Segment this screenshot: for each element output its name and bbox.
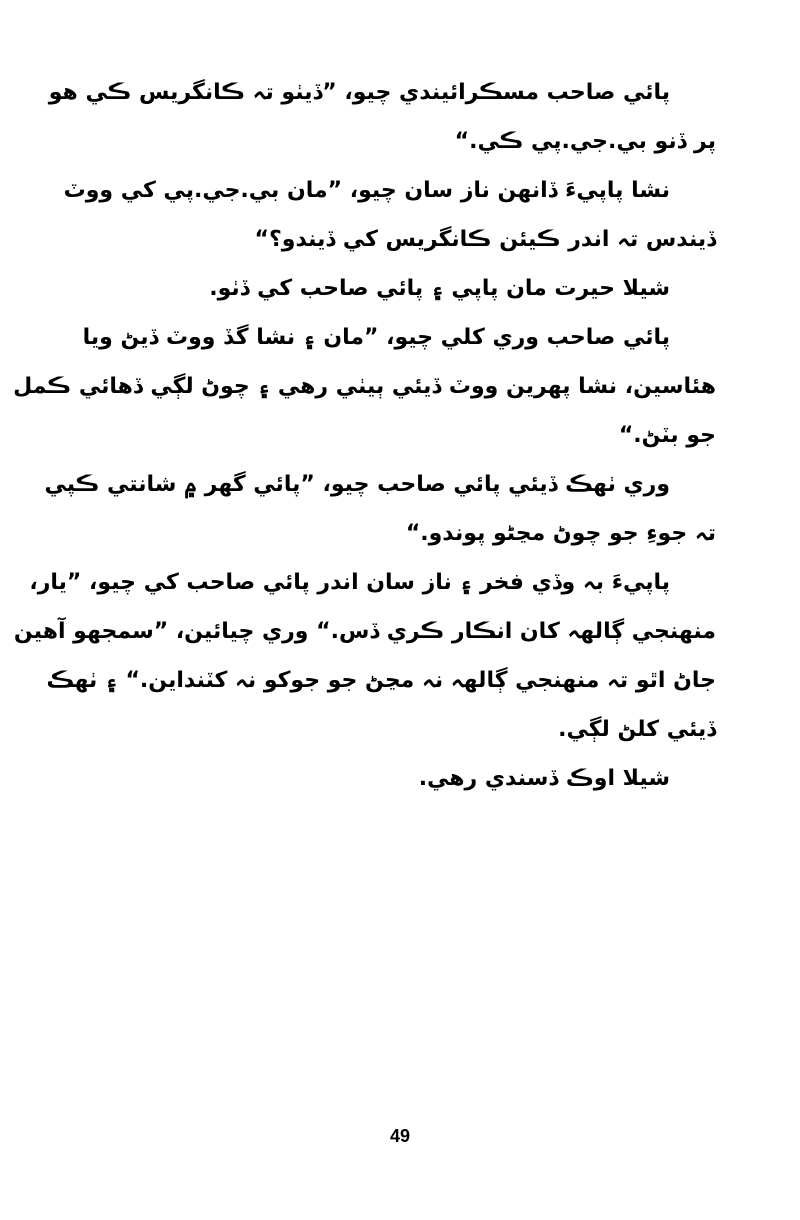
- text-line: شيلا حيرت مان پاپي ۽ پائي صاحب کي ڏٺو.: [209, 276, 670, 301]
- text-line: نشا پاپيءَ ڏانھن ناز سان چيو، ”مان بي.جي.پي کي ووٽ: [63, 178, 670, 203]
- page-number: 49: [389, 1126, 411, 1146]
- text-line: پر ڏنو بي.جي.پي ڪي.“: [454, 129, 716, 154]
- text-line: جاڻ اٿو تہ منھنجي ڳالھہ نہ مڃڻ جو جوکو نہ کٽنداين.“ ۽ ٺهڪ: [46, 668, 716, 693]
- text-line: تہ جوءِ جو چوڻ مڃڻو پوندو.“: [405, 521, 716, 546]
- text-line: وري ٺهڪ ڏيئي پائي صاحب چيو، ”پائي گھر ۾ شانتي ڪپي: [44, 472, 670, 497]
- text-line: پاپيءَ بہ وڏي فخر ۽ ناز سان اندر پائي صاحب کي چيو، ”يار،: [29, 570, 670, 595]
- body-text: [13, 68, 716, 803]
- text-line: منھنجي ڳالھہ کان انڪار ڪري ڏس.“ وري چيائين، ”سمجھو آھين: [13, 619, 716, 644]
- text-line: پائي صاحب مسڪرائيندي چيو، ”ڏيٺو تہ ڪانگريس ڪي ھو: [48, 80, 670, 105]
- text-line: ڏيندس تہ اندر ڪيئن ڪانگريس کي ڏيندو؟“: [254, 227, 716, 252]
- text-line: جو بٽڻ.“: [618, 423, 716, 448]
- text-line: پائي صاحب وري کلي چيو، ”مان ۽ نشا گڏ ووٽ ڏيڻ ويا: [82, 325, 670, 350]
- text-line: شيلا اوڪ ڏسندي رھي.: [418, 766, 670, 791]
- text-line: هئاسين، نشا پهرين ووٽ ڏيئي ٻيٺي رھي ۽ چوڻ لڳي ڏهائي ڪمل: [13, 374, 716, 399]
- text-line: ڏيئي کلڻ لڳي.: [558, 717, 716, 742]
